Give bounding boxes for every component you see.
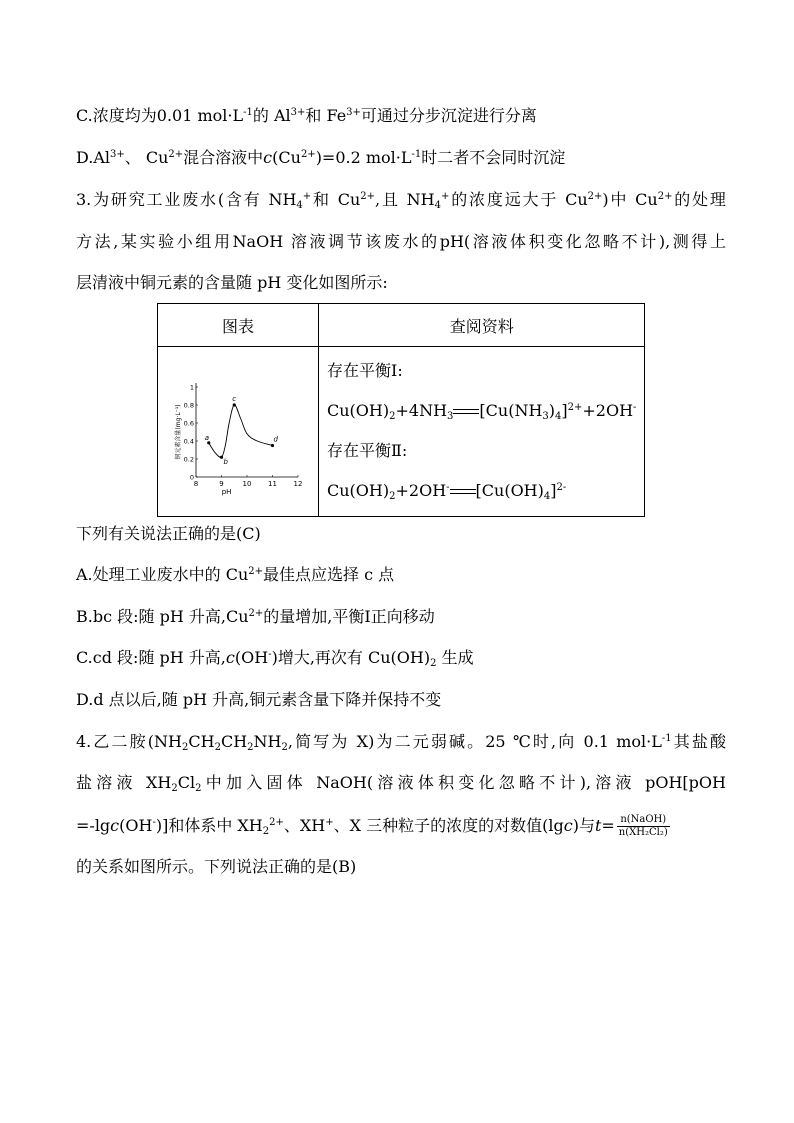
y-tick-label: 0.2 bbox=[183, 455, 194, 464]
x-tick-label: 8 bbox=[193, 480, 199, 488]
table-header-reference: 查阅资料 bbox=[319, 304, 645, 347]
y-axis-label: 铜元素含量(mg·L⁻¹) bbox=[175, 404, 182, 460]
equilibrium-2-label: 存在平衡Ⅱ: bbox=[327, 441, 408, 460]
t-ratio-fraction: $\frac{\text{n(NaOH)}}{\text{n(XH₂Cl₂)}}$ bbox=[618, 814, 668, 838]
q3-line-2: 方法,某实验小组用NaOH 溶液调节该废水的pH(溶液体积变化忽略不计),测得上 bbox=[76, 232, 726, 251]
table-header-chart: 图表 bbox=[158, 304, 319, 347]
q4-line-4: 的关系如图所示。下列说法正确的是(B) bbox=[76, 857, 357, 876]
q3-option-d: D.d 点以后,随 pH 升高,铜元素含量下降并保持不变 bbox=[76, 690, 442, 709]
y-tick-label: 0.4 bbox=[183, 437, 194, 446]
y-tick-label: 0.6 bbox=[183, 419, 194, 428]
q3-option-a: A.处理工业废水中的 $Cu^{2+}$最佳点应选择 c 点 bbox=[76, 565, 395, 584]
y-tick-label: 0 bbox=[189, 473, 194, 482]
chart-cell bbox=[158, 347, 319, 517]
equilibrium-1-equation: $Cu(OH)_2+4NH_3$ $[Cu(NH_3)_4]^{2+}+2OH^-$ bbox=[327, 401, 637, 422]
copper-content-curve bbox=[209, 405, 273, 457]
equilibrium-arrow-icon bbox=[450, 487, 476, 497]
y-tick-label: 1 bbox=[189, 383, 194, 392]
x-tick-label: 11 bbox=[268, 480, 277, 488]
q4-line-1: 4.乙二胺($NH_2CH_2CH_2NH_2$,简写为 X)为二元弱碱。25 ℃时,向 0.1 $mol\cdot L^{-1}$其盐酸 bbox=[76, 732, 726, 753]
data-point-c bbox=[233, 403, 236, 406]
data-point-d bbox=[271, 444, 274, 447]
y-tick-label: 0.8 bbox=[183, 401, 194, 410]
x-tick-label: 12 bbox=[293, 480, 303, 488]
q3-info-table bbox=[157, 303, 645, 517]
reference-cell bbox=[319, 347, 645, 517]
q3-line-3: 层清液中铜元素的含量随 pH 变化如图所示: bbox=[76, 273, 388, 292]
equilibrium-2-equation: $Cu(OH)_2+2OH^-$ $[Cu(OH)_4]^{2-}$ bbox=[327, 481, 567, 502]
q3-option-b: B.bc 段:随 pH 升高$,Cu^{2+}$的量增加,平衡Ⅰ正向移动 bbox=[76, 607, 435, 626]
q3-question: 下列有关说法正确的是(C) bbox=[76, 524, 261, 543]
x-tick-label: 10 bbox=[242, 480, 252, 488]
x-tick-label: 9 bbox=[219, 480, 224, 488]
point-label-b: b bbox=[223, 458, 228, 467]
q3-option-c: C.cd 段:随 pH 升高,c(OH-)增大,再次有 $Cu(OH)_2$ 生成 bbox=[76, 648, 474, 669]
copper-content-chart bbox=[158, 347, 318, 512]
q4-line-2: 盐溶液 $XH_2Cl_2$中加入固体 NaOH(溶液体积变化忽略不计),溶液 pOH[pOH bbox=[76, 773, 726, 794]
point-label-d: d bbox=[273, 435, 278, 444]
equilibrium-arrow-icon bbox=[453, 407, 479, 417]
point-label-c: c bbox=[232, 395, 237, 403]
equilibrium-1-label: 存在平衡Ⅰ: bbox=[327, 361, 403, 380]
option-c-line: C.浓度均为0.01 $mol\cdot L^{-1}$的 $Al^{3+}$和 $Fe^{3+}$可通过分步沉淀进行分离 bbox=[76, 106, 537, 125]
option-d-line: $D.Al^{3+}$、 $Cu^{2+}$混合溶液中$c(Cu^{2+})=0.2$ $mol\cdot L^{-1}$时二者不会同时沉淀 bbox=[76, 148, 566, 167]
point-label-a: a bbox=[204, 433, 210, 442]
q4-line-3: =-lgc(OH-)]和体系中 $XH_2^{2+}$、XH+、X 三种粒子的浓度的对数值(lgc)与t= $\frac{\text{n(NaOH)}}{\text{n(XH₂Cl₂)}}$ bbox=[76, 814, 668, 838]
x-axis-label: pH bbox=[221, 488, 232, 496]
q3-line-1: 3.为研究工业废水(含有 $NH_4^+$和 $Cu^{2+}$,且 $NH_4^+$的浓度远大于 $Cu^{2+}$)中 $Cu^{2+}$的处理 bbox=[76, 190, 726, 211]
